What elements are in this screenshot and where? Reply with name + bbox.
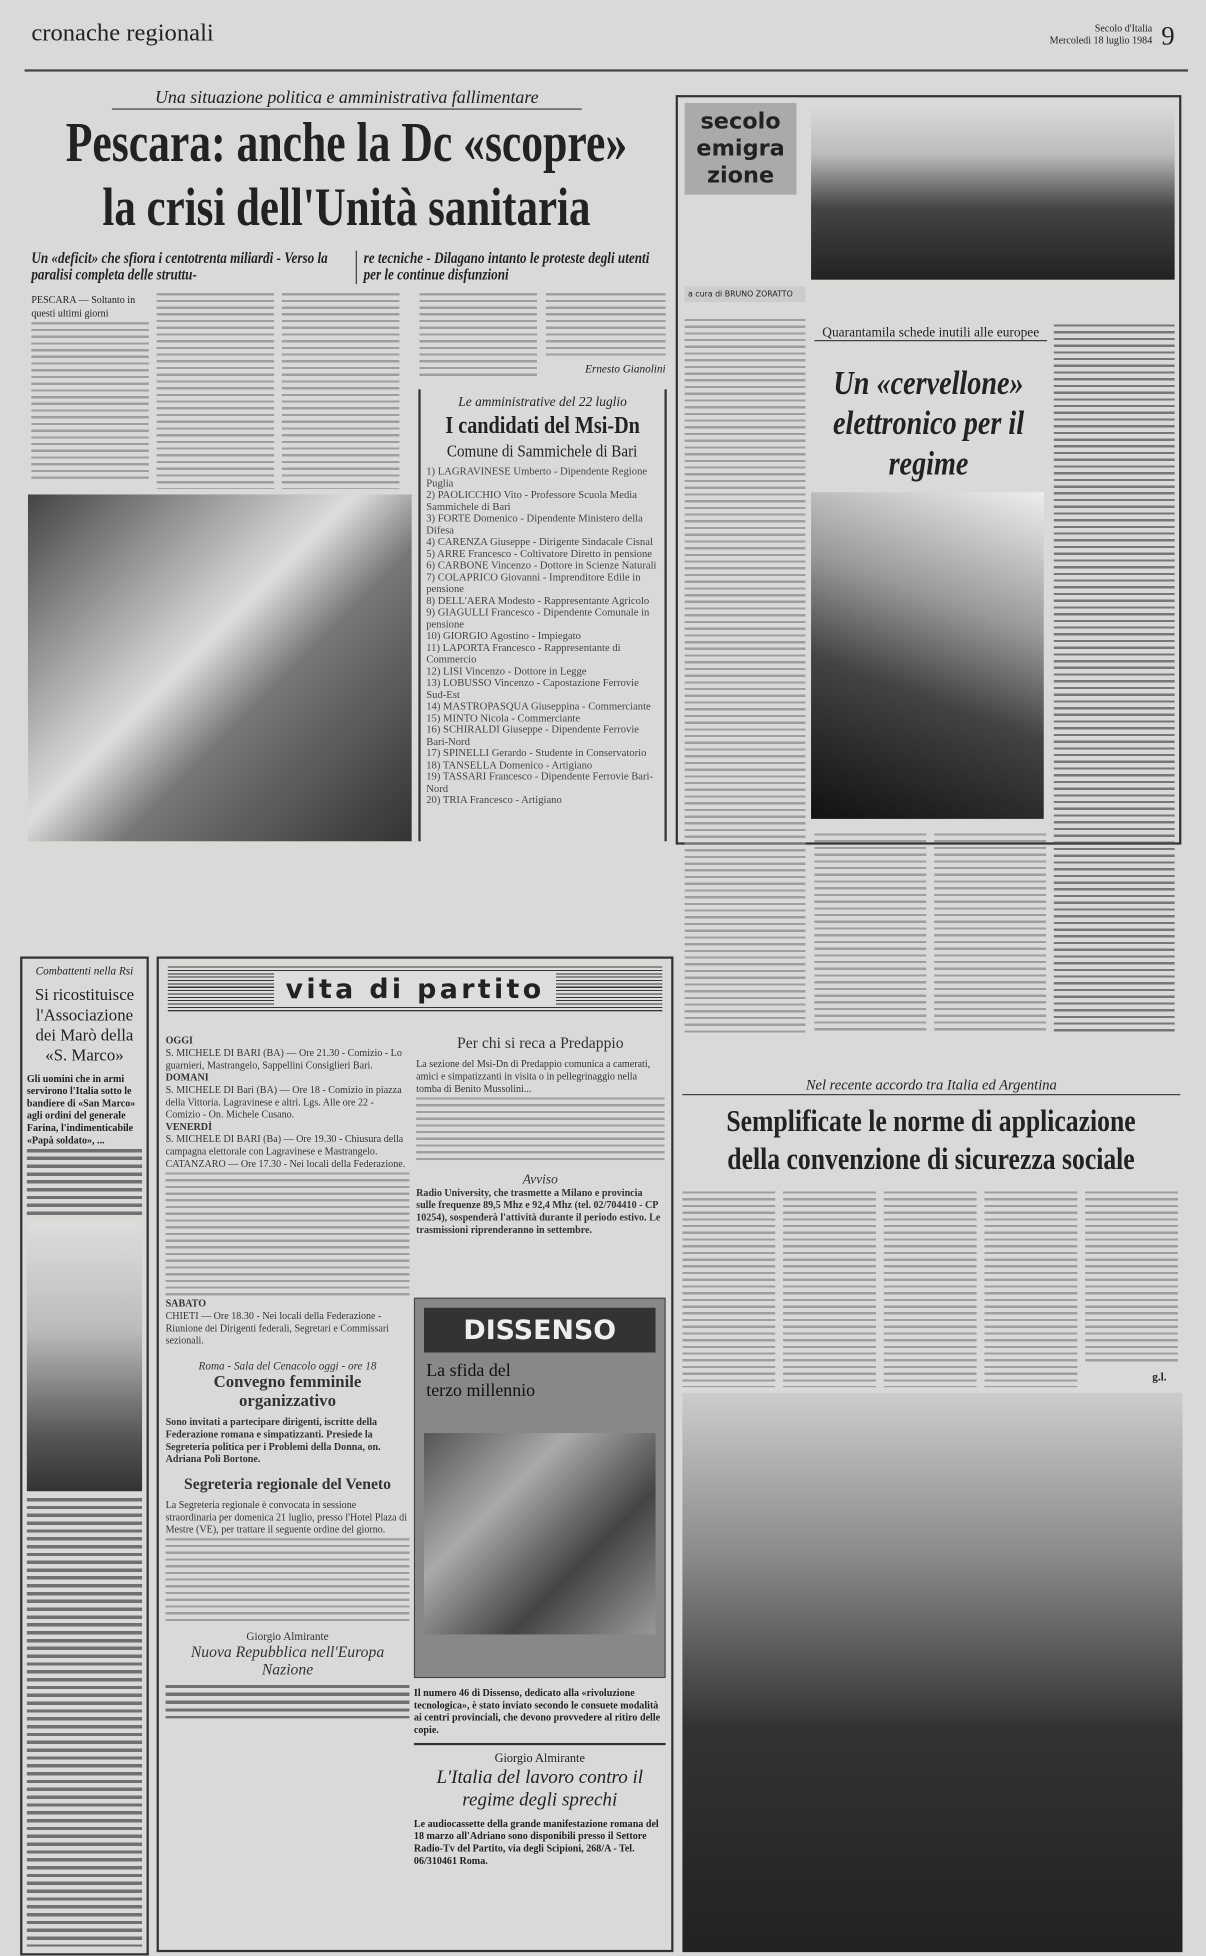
lead-body-start: PESCARA — Soltanto in questi ultimi giorni bbox=[31, 294, 136, 319]
candidate-item: 1) LAGRAVINESE Umberto - Dipendente Regione Puglia bbox=[426, 466, 648, 490]
convegno-text: Sono invitati a partecipare dirigenti, iscritte della Federazione romana e simpatizzanti. Presiede la Segreteria politica per i Problemi della Donna, on. Adriana Poli Bortone. bbox=[165, 1416, 381, 1465]
agenda-day: OGGI bbox=[165, 1034, 193, 1046]
rsi-kicker: Combattenti nella Rsi bbox=[35, 965, 134, 978]
lead-headline-2-row bbox=[28, 177, 666, 239]
candidates-list bbox=[426, 466, 659, 807]
rsi-box bbox=[20, 956, 149, 1955]
candidate-item: 13) LOBUSSO Vincenzo - Capostazione Ferrovie Sud-Est bbox=[426, 677, 639, 701]
emigrazione-col3 bbox=[934, 833, 1046, 1034]
candidates-kicker: Le amministrative del 22 luglio bbox=[458, 393, 627, 410]
lead-byline: Ernesto Gianolini bbox=[585, 363, 666, 376]
lead-body-col4 bbox=[420, 293, 537, 380]
almirante2-author: Giorgio Almirante bbox=[494, 1751, 585, 1766]
ad-brand: DISSENSO bbox=[424, 1308, 656, 1353]
rsi-body-cont bbox=[27, 1149, 142, 1216]
predappio-more bbox=[416, 1097, 664, 1164]
candidate-item: 7) COLAPRICO Giovanni - Imprenditore Edile in pensione bbox=[426, 572, 641, 596]
lead-headline-2: la crisi dell'Unità sanitaria bbox=[102, 177, 591, 238]
subhead-divider bbox=[356, 251, 357, 285]
veneto-title: Segreteria regionale del Veneto bbox=[184, 1476, 391, 1494]
candidate-item: 11) LAPORTA Francesco - Rappresentante di Commercio bbox=[426, 642, 621, 666]
masthead-info bbox=[1007, 22, 1152, 47]
predappio-text: La sezione del Msi-Dn di Predappio comunica a camerati, amici e simpatizzanti in visita o in pellegrinaggio nella tomba di Benito Mussolini... bbox=[416, 1058, 651, 1095]
issue-date: Mercoledì 18 luglio 1984 bbox=[1049, 34, 1153, 46]
candidates-subtitle-row bbox=[426, 441, 659, 463]
agenda-text: S. MICHELE DI BARI (Ba) — Ore 19.30 - Chiusura della campagna elettorale con Lagravinese e Mastrangelo. CATANZARO — Ore 17.30 - Nei locali della Federazione. bbox=[165, 1133, 406, 1170]
candidate-item: 17) SPINELLI Gerardo - Studente in Conservatorio bbox=[426, 748, 647, 760]
lead-headline-1-row bbox=[28, 112, 666, 174]
lead-body-col1 bbox=[31, 293, 148, 479]
argentina-kicker: Nel recente accordo tra Italia ed Argentina bbox=[682, 1076, 1180, 1095]
lead-body-col2 bbox=[157, 293, 274, 489]
dissenso-ad bbox=[414, 1298, 666, 1678]
candidates-title: I candidati del Msi-Dn bbox=[445, 410, 640, 439]
computer-photo bbox=[811, 492, 1044, 819]
argentina-col4 bbox=[984, 1191, 1077, 1387]
predappio-title: Per chi si reca a Predappio bbox=[457, 1035, 624, 1053]
candidate-item: 20) TRIA Francesco - Artigiano bbox=[426, 795, 562, 807]
vita-divider bbox=[414, 1743, 666, 1745]
rsi-headline: Si ricostituisce l'Associazione dei Marò della «S. Marco» bbox=[34, 986, 135, 1066]
agenda-text: S. MICHELE DI BARI (BA) — Ore 21.30 - Comizio - Lo guarnieri, Mastrangelo, Sappellini Consiglieri Bari. bbox=[165, 1047, 402, 1071]
section-title: cronache regionali bbox=[31, 17, 214, 46]
candidate-item: 8) DELL'AERA Modesto - Rappresentante Agricolo bbox=[426, 595, 650, 607]
header-rule bbox=[25, 69, 1188, 71]
paper-name: Secolo d'Italia bbox=[1094, 22, 1153, 34]
argentina-col2 bbox=[783, 1191, 876, 1387]
almirante2-text: Le audiocassette della grande manifestazione romana del 18 marzo all'Adriano sono disponibili presso il Settore Radio-Tv del Partito, via degli Scipioni, 268/A - Tel. 06/310461 Roma. bbox=[413, 1817, 659, 1866]
dissenso-text: Il numero 46 di Dissenso, dedicato alla «rivoluzione tecnologica», è stato inviato secondo le consuete modalità ai centri provinciali, che devono provvedere al ritiro delle copie. bbox=[413, 1686, 661, 1736]
candidate-item: 16) SCHIRALDI Giuseppe - Dipendente Ferrovie Bari-Nord bbox=[426, 724, 640, 748]
veneto-text: La Segreteria regionale è convocata in sessione straordinaria per domenica 21 luglio, presso l'Hotel Plaza di Mestre (VE), per trattare il seguente ordine del giorno. bbox=[165, 1499, 407, 1535]
argentina-headline-1: Semplificate le norme di applicazione bbox=[726, 1104, 1136, 1138]
argentina-headline-1-row bbox=[677, 1102, 1186, 1140]
agenda-text: CHIETI — Ore 18.30 - Nei locali della Federazione - Riunione dei Dirigenti federali, Segretari e Commissari sezionali. bbox=[165, 1309, 389, 1346]
lead-body-col5 bbox=[546, 293, 666, 356]
emigrazione-col2 bbox=[814, 833, 926, 1034]
candidate-item: 2) PAOLICCHIO Vito - Professore Scuola Media Sammichele di Bari bbox=[426, 489, 637, 513]
argentina-headline-2: della convenzione di sicurezza sociale bbox=[727, 1142, 1136, 1176]
candidate-item: 9) GIAGULLI Francesco - Dipendente Comunale in pensione bbox=[426, 607, 650, 631]
candidate-item: 18) TANSELLA Domenico - Artigiano bbox=[426, 760, 593, 772]
emigrazione-label: secolo emigra zione bbox=[685, 103, 797, 195]
avviso-text: Radio University, che trasmette a Milano e provincia sulle frequenze 89,5 Mhz e 92,4 Mhz (tel. 02/704410 - CP 10254), sospenderà l'attività durante il periodo estivo. Le trasmissioni riprenderanno in settembre. bbox=[416, 1186, 661, 1236]
almirante1-author: Giorgio Almirante bbox=[246, 1631, 329, 1644]
agenda-day: SABATO bbox=[165, 1297, 207, 1309]
convegno-title: Convegno femminile organizzativo bbox=[213, 1373, 362, 1411]
vita-agenda bbox=[166, 1035, 410, 1719]
roma-kicker: Roma - Sala del Cenacolo oggi - ore 18 bbox=[198, 1360, 377, 1373]
almirante1-text bbox=[166, 1685, 410, 1719]
lead-subhead-left: Un «deficit» che sfiora i centotrenta miliardi - Verso la paralisi completa delle struttu- bbox=[31, 250, 328, 285]
lead-kicker: Una situazione politica e amministrativa fallimentare bbox=[112, 87, 582, 109]
candidate-item: 14) MASTROPASQUA Giuseppina - Commerciante bbox=[426, 701, 651, 713]
emigrazione-kicker: Quarantamila schede inutili alle europee bbox=[814, 324, 1047, 341]
emigrants-photo bbox=[811, 101, 1175, 280]
avviso-title: Avviso bbox=[522, 1171, 558, 1187]
curator: a cura di BRUNO ZORATTO bbox=[685, 286, 806, 302]
lead-body-col3 bbox=[282, 293, 399, 489]
hospital-photo bbox=[28, 494, 412, 841]
emigrazione-headline: Un «cervellone» elettronico per il regime bbox=[832, 364, 1025, 483]
rsi-body-col2 bbox=[27, 1498, 142, 1947]
argentina-headline-2-row bbox=[677, 1140, 1186, 1178]
vita-banner-text: vita di partito bbox=[274, 973, 555, 1004]
almirante1-title: Nuova Repubblica nell'Europa Nazione bbox=[190, 1644, 385, 1680]
ad-title: La sfida del terzo millennio bbox=[426, 1361, 536, 1401]
vita-right-col bbox=[416, 1035, 664, 1236]
rsi-body: Gli uomini che in armi servirono l'Italia sotto le bandiere di «San Marco» agli ordini del generale Farina, l'indimenticabile «Papà soldato», ... bbox=[26, 1072, 136, 1146]
lead-body-col1-text bbox=[31, 322, 148, 479]
veneto-list bbox=[166, 1538, 410, 1622]
argentina-headline bbox=[677, 1102, 1186, 1178]
argentina-signature: g.l. bbox=[1152, 1371, 1167, 1384]
soldier-photo bbox=[27, 1223, 142, 1491]
vita-banner bbox=[168, 967, 662, 1012]
emigrazione-col4 bbox=[1054, 324, 1175, 1034]
argentina-col5 bbox=[1085, 1191, 1178, 1364]
candidate-item: 6) CARBONE Vincenzo - Dottore in Scienze Naturali bbox=[426, 560, 657, 572]
page-number: 9 bbox=[1161, 22, 1175, 52]
candidate-item: 4) CARENZA Giuseppe - Dirigente Sindacale Cisnal bbox=[426, 536, 653, 549]
vita-bottom-right bbox=[414, 1687, 666, 1867]
candidate-item: 10) GIORGIO Agostino - Impiegato bbox=[426, 630, 581, 643]
candidate-item: 12) LISI Vincenzo - Dottore in Legge bbox=[426, 666, 587, 678]
candidate-item: 5) ARRE Francesco - Coltivatore Diretto in pensione bbox=[426, 548, 653, 560]
candidate-item: 19) TASSARI Francesco - Dipendente Ferrovie Bari-Nord bbox=[426, 771, 654, 795]
crowd-photo bbox=[682, 1393, 1182, 1952]
candidate-item: 15) MINTO Nicola - Commerciante bbox=[426, 713, 581, 725]
candidate-item: 3) FORTE Domenico - Dipendente Ministero della Difesa bbox=[426, 513, 643, 537]
agenda-more bbox=[166, 1172, 410, 1295]
ad-image bbox=[424, 1433, 656, 1634]
candidates-box bbox=[418, 389, 666, 841]
argentina-col1 bbox=[682, 1191, 775, 1387]
lead-headline-1: Pescara: anche la Dc «scopre» bbox=[66, 110, 628, 174]
agenda-day: VENERDÌ bbox=[165, 1120, 213, 1133]
candidates-title-row bbox=[426, 409, 659, 440]
agenda-text: S. MICHELE DI Bari (BA) — Ore 18 - Comizio in piazza della Vittoria. Lagravinese e altri. Lgs. Alle ore 22 - Comizio - On. Michele Cusano. bbox=[165, 1084, 402, 1120]
argentina-col3 bbox=[884, 1191, 977, 1387]
agenda-day: DOMANI bbox=[165, 1071, 209, 1083]
lead-subhead-right: re tecniche - Dilagano intanto le proteste degli utenti per le continue disfunzioni bbox=[363, 250, 650, 285]
emigrazione-col1 bbox=[685, 319, 806, 1035]
candidates-subtitle: Comune di Sammichele di Bari bbox=[447, 443, 638, 461]
almirante2-title: L'Italia del lavoro contro il regime degli sprechi bbox=[436, 1766, 644, 1811]
